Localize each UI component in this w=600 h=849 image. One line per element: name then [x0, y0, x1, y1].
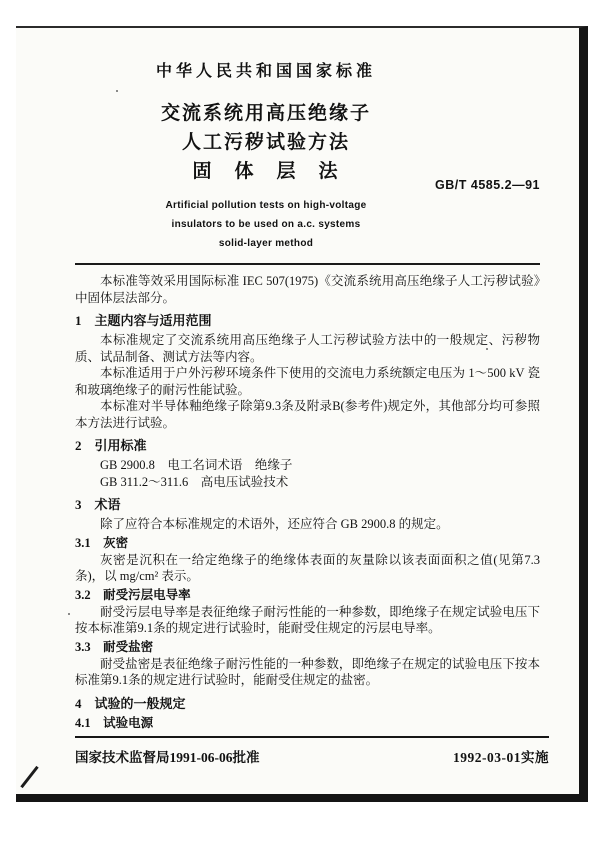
section-heading-2: 2 引用标准 — [75, 438, 147, 453]
document-title-line-3: 固 体 层 法 — [192, 161, 340, 182]
reference-item: GB 2900.8 电工名词术语 绝缘子 — [100, 458, 293, 472]
intro-paragraph: 本标准等效采用国际标准 IEC 507(1975)《交流系统用高压绝缘子人工污秽试验》中固体层法部分。 — [75, 274, 540, 305]
english-title-line-2: insulators to be used on a.c. systems — [171, 219, 361, 230]
subsection-heading-3-3: 3.3 耐受盐密 — [75, 639, 154, 654]
header-divider — [75, 263, 540, 265]
document-title-line-1: 交流系统用高压绝缘子 — [160, 103, 371, 124]
paragraph: 耐受污层电导率是表征绝缘子耐污性能的一种参数，即绝缘子在规定试验电压下按本标准第9.1条的规定进行试验时，能耐受住规定的污层电导率。 — [75, 604, 540, 635]
reference-item: GB 311.2～311.6 高电压试验技术 — [100, 474, 289, 489]
paragraph: 本标准规定了交流系统用高压绝缘子人工污秽试验方法中的一般规定、污秽物质、试品制备、测试方法等内容。 — [75, 333, 540, 364]
paragraph: 本标准对半导体釉绝缘子除第9.3条及附录B(参考件)规定外，其他部分均可参照本方法进行试验。 — [75, 399, 540, 430]
document-header — [75, 58, 540, 265]
section-heading-1: 1 主题内容与适用范围 — [75, 313, 212, 328]
section-heading-3: 3 术语 — [75, 497, 121, 512]
document-title-line-2: 人工污秽试验方法 — [181, 132, 350, 153]
approval-note: 国家技术监督局1991-06-06批准 — [75, 750, 260, 765]
subsection-heading-3-1: 3.1 灰密 — [75, 535, 129, 550]
national-standard-label: 中华人民共和国国家标准 — [155, 63, 376, 80]
implementation-date: 1992-03-01实施 — [453, 750, 549, 765]
document-footer — [75, 736, 549, 766]
paragraph: 除了应符合本标准规定的术语外，还应符合 GB 2900.8 的规定。 — [100, 517, 449, 531]
paragraph: 灰密是沉积在一给定绝缘子的绝缘体表面的灰量除以该表面面积之值(见第7.3条)，以 mg/cm² 表示。 — [75, 552, 540, 583]
standard-number: GB/T 4585.2—91 — [435, 178, 540, 192]
section-heading-4: 4 试验的一般规定 — [75, 695, 186, 711]
scanned-page — [16, 26, 588, 802]
scan-speck — [486, 348, 488, 350]
paragraph: 本标准适用于户外污秽环境条件下使用的交流电力系统额定电压为 1～500 kV 瓷和玻璃绝缘子的耐污性能试验。 — [75, 366, 540, 397]
document-title-chinese — [75, 99, 457, 186]
subsection-heading-4-1: 4.1 试验电源 — [75, 715, 154, 730]
scan-speck — [68, 613, 70, 615]
title-column — [75, 58, 457, 253]
english-title-line-3: solid-layer method — [218, 238, 314, 249]
paragraph: 耐受盐密是表征绝缘子耐污性能的一种参数，即绝缘子在规定的试验电压下按本标准第9.1条的规定进行试验时，能耐受住规定的盐密。 — [75, 656, 540, 687]
subsection-heading-3-2: 3.2 耐受污层电导率 — [75, 587, 191, 602]
english-title-line-1: Artificial pollution tests on high-voltage — [165, 200, 367, 211]
scan-speck — [116, 90, 118, 92]
document-body — [75, 273, 540, 732]
document-title-english — [75, 196, 457, 253]
page-content — [16, 28, 579, 794]
